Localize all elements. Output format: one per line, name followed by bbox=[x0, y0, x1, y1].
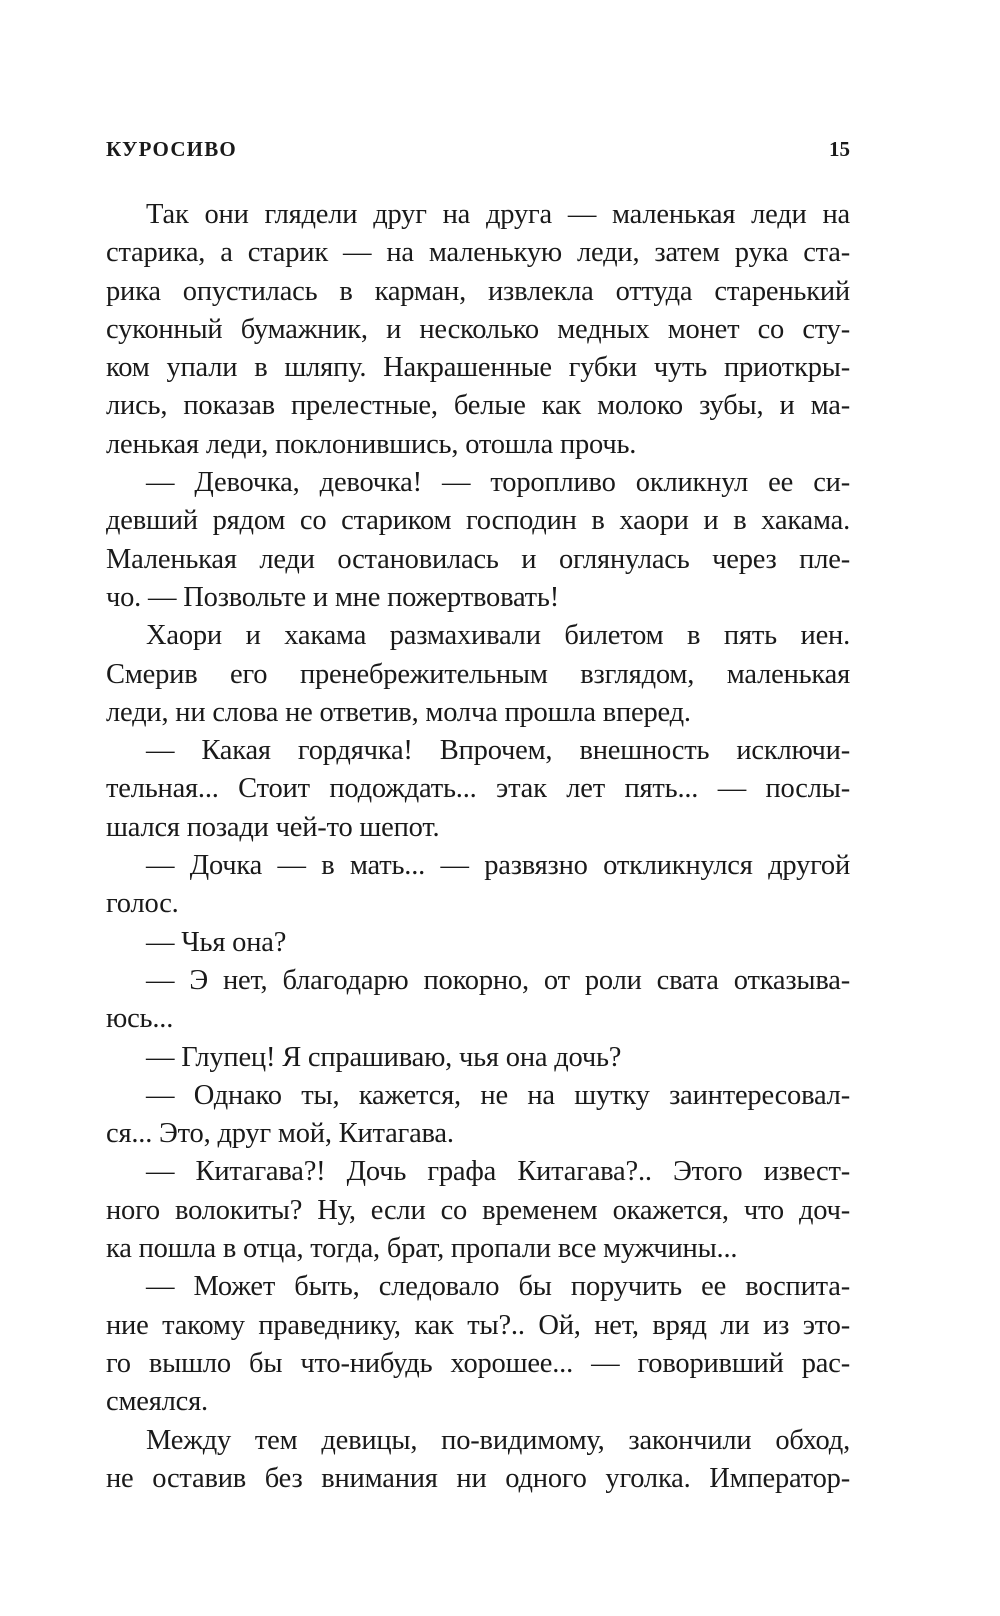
text-line: — Однако ты, кажется, не на шутку заинтересовал- bbox=[146, 1079, 850, 1111]
text-line: леди, ни слова не ответив, молча прошла вперед. bbox=[106, 696, 691, 728]
text-line: чо. — Позвольте и мне пожертвовать! bbox=[106, 581, 560, 613]
text-line: ние такому праведнику, как ты?.. Ой, нет, вряд ли из это- bbox=[106, 1309, 850, 1341]
text-line: — Дочка — в мать... — развязно откликнулся другой bbox=[146, 850, 850, 882]
text-line: — Чья она? bbox=[146, 926, 287, 958]
text-line: — Китагава?! Дочь графа Китагава?.. Этого извест- bbox=[146, 1156, 850, 1188]
text-line: — Девочка, девочка! — торопливо окликнул ее си- bbox=[146, 467, 850, 499]
text-line: ленькая леди, поклонившись, отошла прочь. bbox=[106, 428, 637, 460]
text-line: го вышло бы что-нибудь хорошее... — говоривший рас- bbox=[106, 1347, 850, 1379]
text-line: голос. bbox=[106, 888, 179, 920]
text-line: юсь... bbox=[106, 1003, 174, 1035]
text-line: не оставив без внимания ни одного уголка. Император- bbox=[106, 1462, 850, 1494]
text-line: Маленькая леди остановилась и оглянулась через пле- bbox=[106, 543, 850, 575]
text-line: лись, показав прелестные, белые как молоко зубы, и ма- bbox=[106, 390, 850, 422]
text-line: ного волокиты? Ну, если со временем окажется, что доч- bbox=[106, 1194, 850, 1226]
text-line: рика опустилась в карман, извлекла оттуда старенький bbox=[106, 275, 850, 307]
text-line: Хаори и хакама размахивали билетом в пять иен. bbox=[146, 620, 850, 652]
text-line: старика, а старик — на маленькую леди, затем рука ста- bbox=[106, 237, 850, 269]
text-line: ся... Это, друг мой, Китагава. bbox=[106, 1118, 454, 1150]
text-line: Так они глядели друг на друга — маленькая леди на bbox=[146, 199, 850, 230]
text-line: — Какая гордячка! Впрочем, внешность исключи- bbox=[146, 735, 850, 767]
text-line: шался позади чей-то шепот. bbox=[106, 811, 440, 843]
page-number: 15 bbox=[829, 137, 850, 161]
text-line: — Может быть, следовало бы поручить ее воспита- bbox=[146, 1271, 850, 1303]
text-line: ка пошла в отца, тогда, брат, пропали все мужчины... bbox=[106, 1233, 738, 1265]
text-line: Смерив его пренебрежительным взглядом, маленькая bbox=[106, 658, 850, 690]
running-head bbox=[106, 136, 850, 162]
text-line: тельная... Стоит подождать... этак лет пять... — послы- bbox=[106, 773, 850, 805]
text-line: — Глупец! Я спрашиваю, чья она дочь? bbox=[146, 1041, 622, 1073]
text-line: Между тем девицы, по-видимому, закончили обход, bbox=[146, 1424, 850, 1456]
text-line: смеялся. bbox=[106, 1386, 208, 1418]
text-line: девший рядом со стариком господин в хаори и в хакама. bbox=[106, 505, 850, 537]
text-line: суконный бумажник, и несколько медных монет со сту- bbox=[106, 313, 850, 345]
text-line: ком упали в шляпу. Накрашенные губки чуть приоткры- bbox=[106, 352, 850, 384]
running-title: КУРОСИВО bbox=[106, 137, 237, 161]
text-line: — Э нет, благодарю покорно, от роли свата отказыва- bbox=[146, 964, 850, 996]
body-text bbox=[106, 196, 850, 1498]
